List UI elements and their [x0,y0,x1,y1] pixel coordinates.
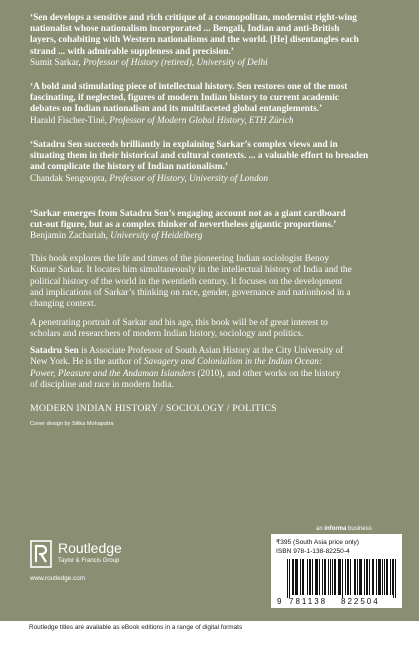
bio-author-name: Satadru Sen [30,346,79,356]
quote-author [30,174,400,185]
publisher-group: Taylor & Francis Group [58,558,120,564]
quote-line: and complicate the history of Indian nationalism.’ [30,162,229,173]
barcode-bar [369,559,370,595]
barcode-bar [322,559,323,595]
barcode-bar [303,559,304,595]
barcode-bar [310,559,311,595]
description-line: This book explores the life and times of the pioneering Indian sociologist Benoy [30,254,329,264]
author-bio [30,346,402,391]
price-label: ₹395 (South Asia price only) [276,539,359,546]
barcode-bar [302,559,303,595]
barcode-bar [387,559,388,595]
barcode-bar [338,559,339,595]
barcode-bar [330,559,331,595]
barcode-bar [379,559,380,595]
publisher-website: www.routledge.com [30,575,85,582]
publisher-logo [30,540,156,570]
quote-text [30,82,400,116]
quote-author [30,231,400,242]
audience-paragraph [30,318,402,341]
barcode-bar [367,559,368,595]
ebook-notice: Routledge titles are available as eBook editions in a range of digital formats [29,624,243,631]
quote-line: fascinating, if neglected, figures of modern Indian history to current academic [30,93,340,104]
author-title: University of Heidelberg [110,231,203,242]
quote-author [30,116,400,127]
barcode-bar [317,559,318,595]
informa-tagline [316,526,372,532]
quote-line: layers, cohabiting with Western nationalisms and the world. [He] disentangles each [30,35,359,46]
review-quote-2 [30,82,400,127]
author-title: Professor of History, University of London [109,173,269,184]
barcode-bar [312,559,313,595]
subject-categories: MODERN INDIAN HISTORY / SOCIOLOGY / POLITICS [30,403,277,414]
quote-line: strand ... with admirable suppleness and precision.’ [30,46,234,57]
barcode-bar [342,559,343,598]
barcode-bar [296,559,297,595]
barcode-bar [350,559,351,595]
bio-text: (2010), and other works on the history [195,368,341,379]
barcode-bar [392,559,393,595]
informa-brand: informa [324,526,347,532]
quote-text [30,140,400,174]
bio-line: of discipline and race in modern India. [30,379,174,390]
barcode-bar [386,559,387,595]
barcode-bar [380,559,381,595]
barcode-bar [309,559,310,595]
barcode-icon [275,558,398,606]
audience-line: A penetrating portrait of Sarkar and his age, this book will be of great interest to [30,318,328,328]
review-quote-1 [30,13,400,69]
barcode-bar [287,559,288,598]
barcode-bar [315,559,316,595]
informa-post: business [346,526,372,532]
bio-line [30,357,402,368]
routledge-logo-icon [30,540,52,568]
barcode-bar [378,559,379,595]
quote-text [30,209,400,231]
quote-line: nationalist whose nationalism incorporated ... Bengali, Indian and anti-British [30,24,340,35]
review-quote-4 [30,209,400,243]
quote-line: ‘Sen develops a sensitive and rich critique of a cosmopolitan, modernist right-wing [30,13,357,23]
author-name: Harald Fischer-Tiné, [30,115,107,126]
author-name: Sumit Sarkar, [30,57,81,68]
bio-book-title: Power, Pleasure and the Andaman Islanders [30,368,196,379]
barcode-bar [393,559,394,598]
footer-strip [0,621,419,648]
isbn-label: ISBN 978-1-138-82250-4 [276,548,350,555]
barcode-bar [345,559,346,595]
barcode-bar [335,559,336,595]
quote-line: debates on Indian nationalism and its multifaceted global entanglements.’ [30,104,323,115]
barcode-bar [347,559,348,595]
barcode-bar [334,559,335,595]
barcode-bar [364,559,365,595]
quote-line: ‘Sarkar emerges from Satadru Sen’s engaging account not as a giant cardboard [30,209,346,219]
isbn-barcode-box [271,534,402,608]
bio-line [30,369,402,380]
publisher-name: Routledge [58,540,122,556]
author-title: Professor of Modern Global History, ETH Zürich [109,115,294,126]
barcode-digits-group2: 822504 [341,597,380,606]
barcode-bar [328,559,329,595]
barcode-bar [289,559,290,598]
barcode-bar [332,559,333,595]
quote-line: cut-out figure, but as a complex thinker of nevertheless gigantic proportions.’ [30,220,337,231]
bio-text: is Associate Professor of South Asian History at the City University of [78,346,344,356]
barcode-bar [325,559,326,595]
quote-text [30,13,400,58]
barcode-bar [390,559,391,595]
barcode-bar [324,559,325,595]
barcode-bar [319,559,320,595]
bio-text: New York. He is the author of [30,357,144,368]
barcode-bar [355,559,356,595]
description-line: and implications of Sarkar’s thinking on race, gender, governance and nationhood in a [30,287,351,298]
quote-author [30,58,400,69]
barcode-bar [293,559,294,595]
bio-book-title: Savagery and Colonialism in the Indian Ocean: [143,357,323,368]
author-name: Benjamin Zachariah, [30,231,108,242]
author-name: Chandak Sengoopta, [30,173,107,184]
barcode-bar [359,559,360,595]
description-line: political history of the world in the twentieth century. It focuses on the development [30,276,343,287]
barcode-bar [307,559,308,595]
barcode-bar [395,559,396,598]
description-line: Kumar Sarkar. It locates him simultaneously in the intellectual history of India and the [30,265,352,276]
barcode-bar [382,559,383,595]
barcode-bar [316,559,317,595]
barcode-digit-lead: 9 [277,597,282,606]
barcode-bar [357,559,358,595]
barcode-bar [366,559,367,595]
audience-line: scholars and researchers of modern Indian history, sociology and politics. [30,329,304,340]
barcode-bar [373,559,374,595]
barcode-bar [360,559,361,595]
barcode-bar [292,559,293,595]
barcode-bar [348,559,349,595]
barcode-bar [361,559,362,595]
review-quote-3 [30,140,400,185]
quote-line: situating them in their historical and cultural contexts. ... a valuable effort to broaden [30,151,369,162]
bio-line [30,346,402,357]
barcode-bar [376,559,377,595]
cover-design-credit: Cover design by Silika Mohapatra [30,421,114,427]
barcode-bar [340,559,341,595]
barcode-bar [300,559,301,595]
barcode-bar [295,559,296,595]
barcode-bar [354,559,355,595]
book-description [30,254,402,310]
barcode-bar [297,559,298,595]
barcode-bar [339,559,340,595]
barcode-bar [372,559,373,595]
quote-line: ‘A bold and stimulating piece of intellectual history. Sen restores one of the most [30,82,348,92]
informa-pre: an [316,526,325,532]
author-title: Professor of History (retired), University of Delhi [83,57,268,68]
quote-line: ‘Satadru Sen succeeds brilliantly in explaining Sarkar’s complex views and in [30,140,338,150]
description-line: changing context. [30,299,97,310]
barcode-bar [384,559,385,595]
barcode-digits-group1: 781138 [289,597,328,606]
